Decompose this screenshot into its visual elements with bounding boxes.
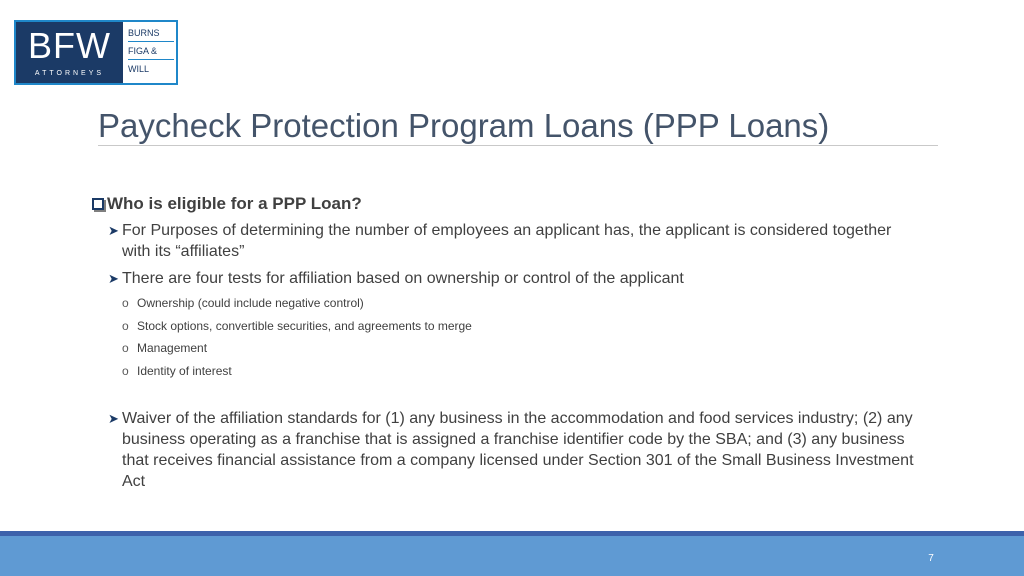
arrow-bullet-icon: ➤ (108, 411, 119, 426)
footer-band (0, 536, 1024, 576)
logo-mark-text: BFW (28, 25, 111, 66)
bullet-point-text: Waiver of the affiliation standards for (1) any business in the accommodation and food services industry; (2) any business operating as a franchise that is assigned a franchise identifier code by the SBA; and (3) any business that receives financial assistance from a company licensed under Section 301 of the Small Business Investment Act (122, 410, 914, 490)
sub-bullet-identity-of-interest (122, 363, 232, 379)
sub-bullet-text: Stock options, convertible securities, and agreements to merge (137, 319, 472, 333)
question-text: Who is eligible for a PPP Loan? (107, 194, 362, 213)
slide-title: Paycheck Protection Program Loans (PPP Loans) (98, 107, 830, 144)
title-divider (98, 145, 938, 146)
circle-bullet-icon: o (122, 341, 129, 355)
logo-subtitle: ATTORNEYS (34, 70, 105, 77)
sub-bullet-text: Management (137, 341, 208, 355)
sub-bullet-text: Ownership (could include negative control) (137, 296, 364, 310)
question-heading (92, 192, 362, 216)
logo-mark-panel (16, 22, 123, 83)
logo-partner-names (128, 28, 174, 81)
arrow-bullet-icon: ➤ (108, 271, 119, 286)
circle-bullet-icon: o (122, 364, 129, 378)
bullet-point-four-tests (108, 268, 922, 289)
logo-name-figa: FIGA & (128, 46, 174, 60)
sub-bullet-ownership (122, 295, 364, 311)
bullet-point-affiliates (108, 220, 922, 262)
logo-name-will: WILL (128, 64, 150, 74)
sub-bullet-text: Identity of interest (137, 364, 232, 378)
circle-bullet-icon: o (122, 319, 129, 333)
logo-name-burns: BURNS (128, 28, 174, 42)
firm-logo (14, 20, 178, 85)
square-bullet-icon (92, 198, 104, 210)
circle-bullet-icon: o (122, 296, 129, 310)
sub-bullet-management (122, 340, 207, 356)
bullet-point-text: For Purposes of determining the number of employees an applicant has, the applicant is considered together with its “affiliates” (122, 222, 892, 260)
bullet-point-text: There are four tests for affiliation based on ownership or control of the applicant (122, 270, 684, 287)
page-number: 7 (928, 553, 934, 564)
sub-bullet-stock-options (122, 318, 472, 334)
bullet-point-waiver (108, 408, 932, 492)
arrow-bullet-icon: ➤ (108, 223, 119, 238)
